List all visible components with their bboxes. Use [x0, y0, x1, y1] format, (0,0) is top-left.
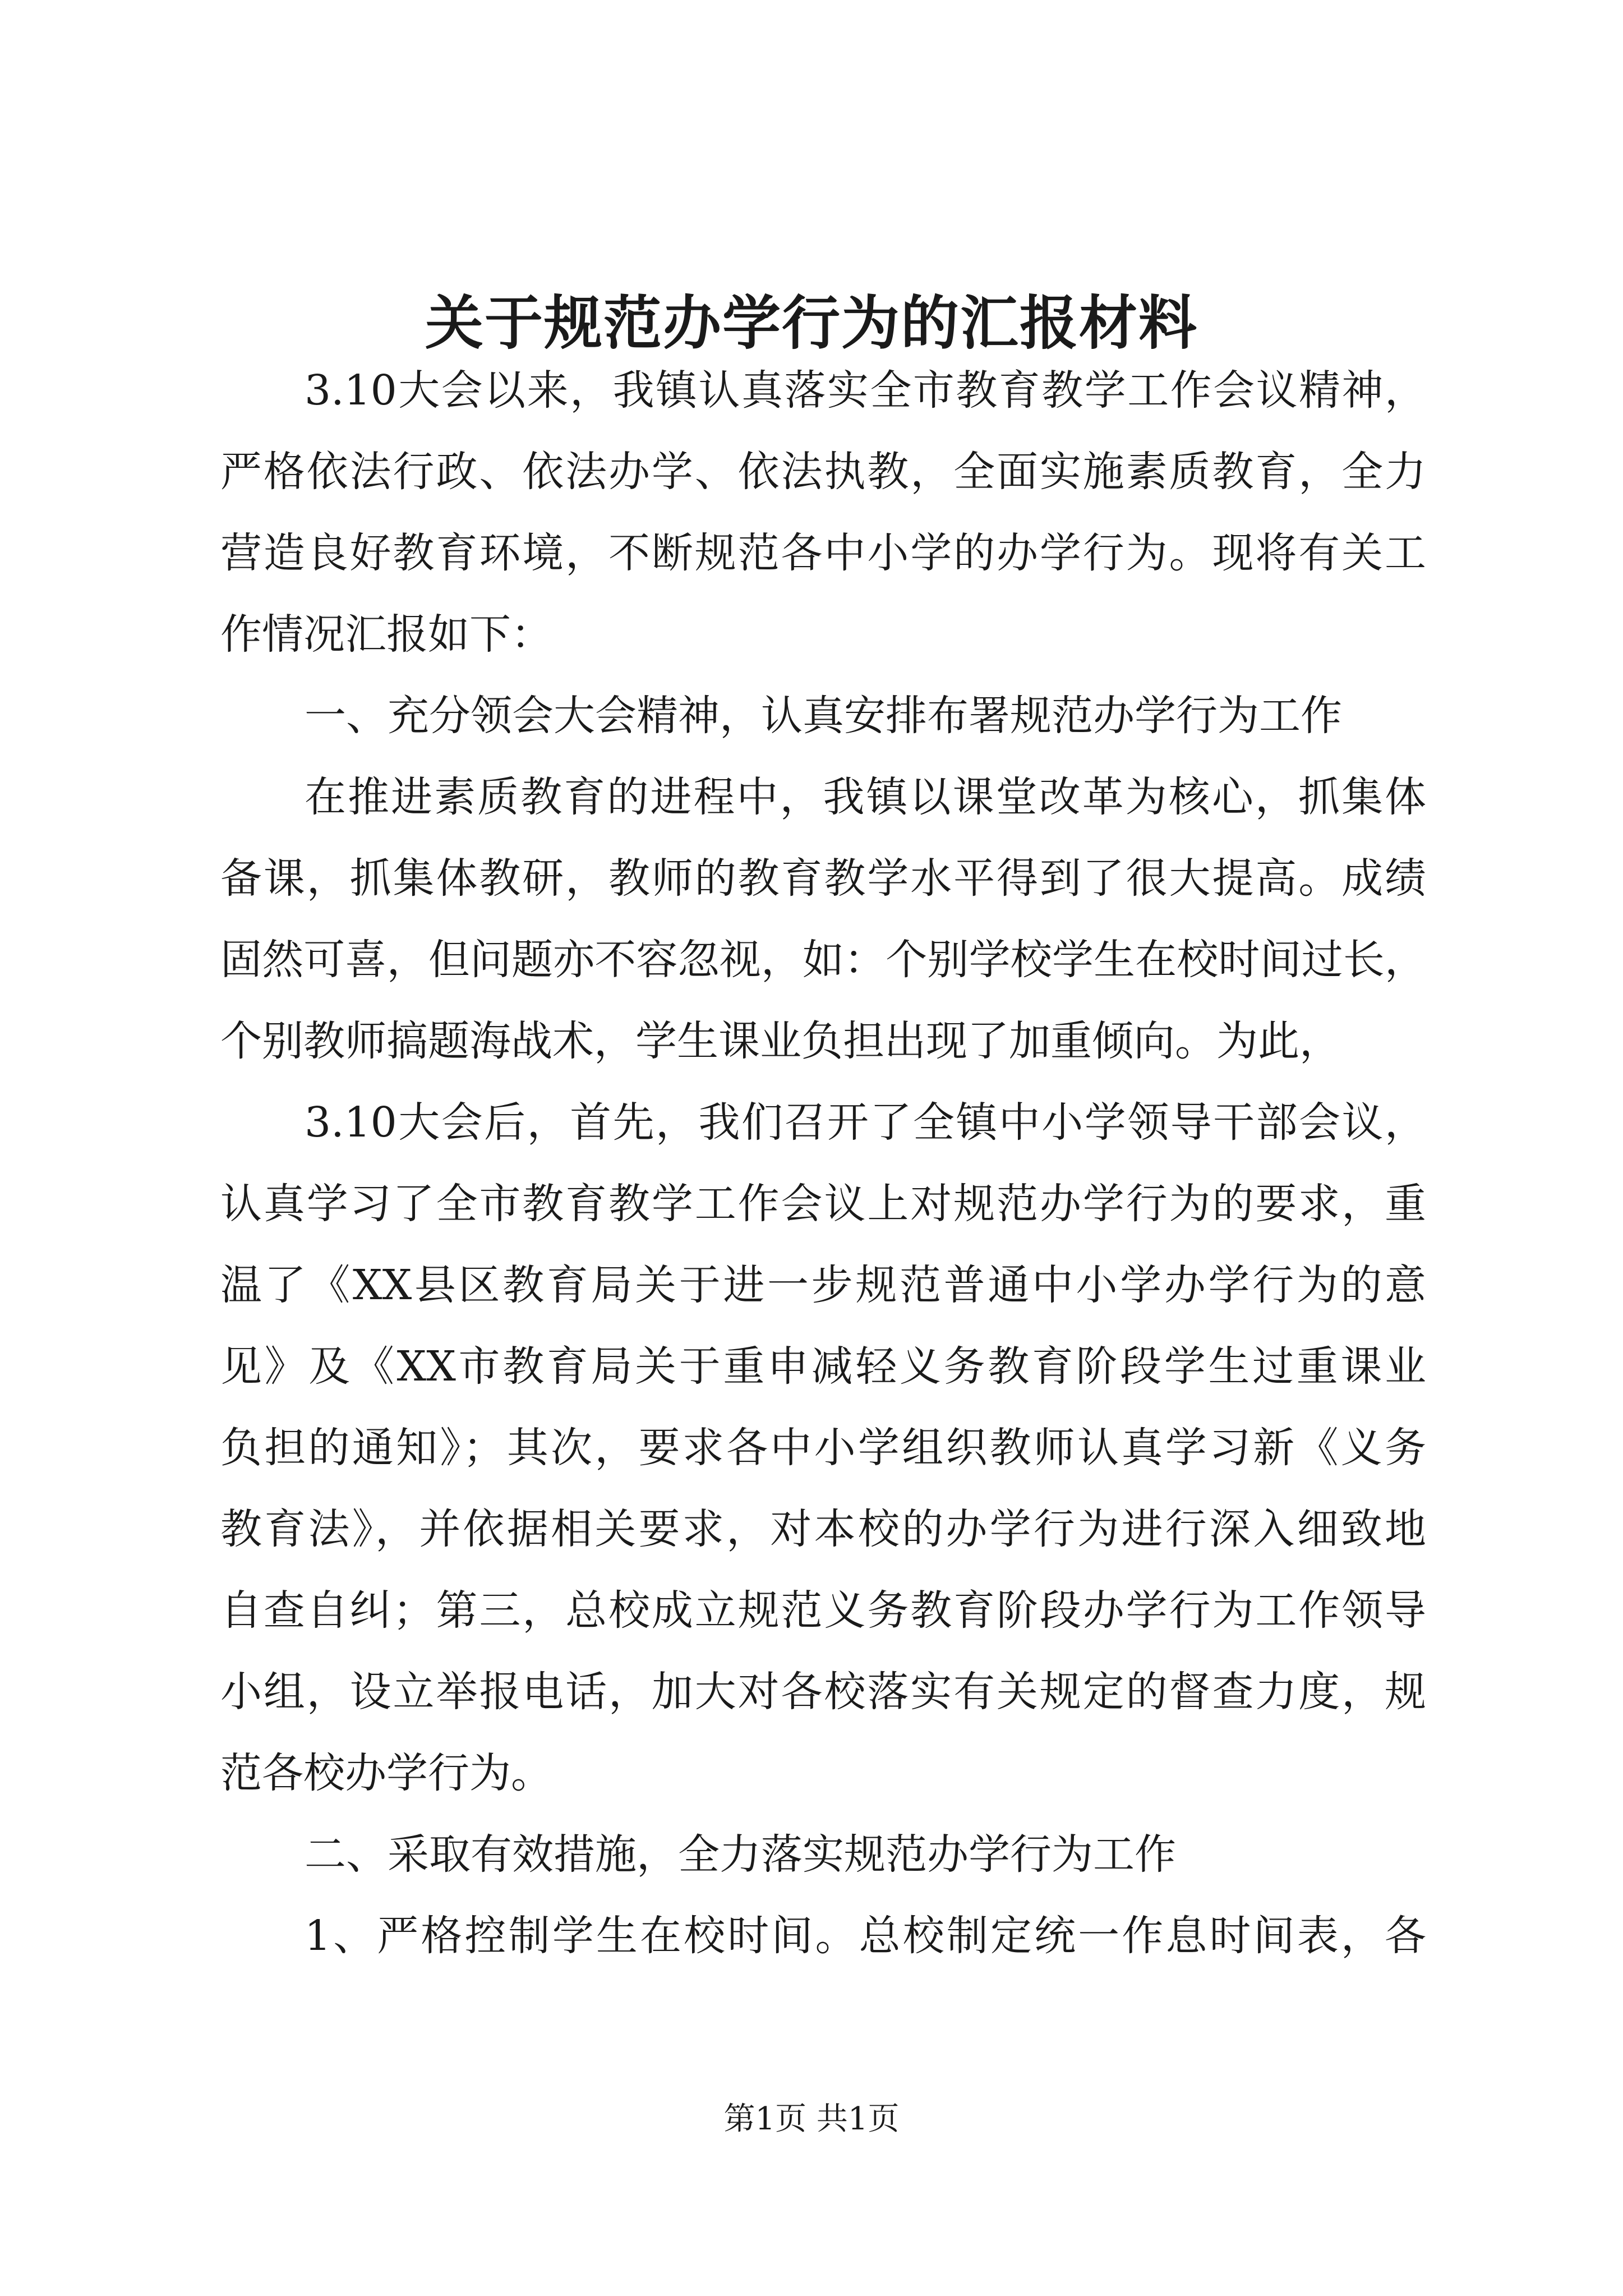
text-line: 负担的通知》；其次，要求各中小学组织教师认真学习新《义务	[220, 1424, 1426, 1472]
text-line: 严格依法行政、依法办学、依法执教，全面实施素质教育，全力	[220, 448, 1426, 496]
text-line: 营造良好教育环境，不断规范各中小学的办学行为。现将有关工	[220, 529, 1426, 577]
text-line: 3.10大会以来，我镇认真落实全市教育教学工作会议精神，	[305, 366, 1426, 415]
text-line: 温了《XX县区教育局关于进一步规范普通中小学办学行为的意	[220, 1261, 1426, 1309]
text-line: 作情况汇报如下：	[220, 610, 552, 659]
text-line: 范各校办学行为。	[220, 1749, 552, 1797]
text-line: 3.10大会后，首先，我们召开了全镇中小学领导干部会议，	[305, 1098, 1426, 1147]
text-line: 1、严格控制学生在校时间。总校制定统一作息时间表，各	[305, 1912, 1426, 1960]
page-footer	[0, 2097, 1623, 2142]
text-line: 备课，抓集体教研，教师的教育教学水平得到了很大提高。成绩	[220, 854, 1426, 903]
section-heading: 一、充分领会大会精神，认真安排布署规范办学行为工作	[305, 692, 1342, 740]
page-number: 第1页 共1页	[723, 2101, 900, 2137]
section-heading: 二、采取有效措施，全力落实规范办学行为工作	[305, 1830, 1176, 1879]
text-line: 教育法》，并依据相关要求，对本校的办学行为进行深入细致地	[220, 1505, 1426, 1553]
text-line: 小组，设立举报电话，加大对各校落实有关规定的督查力度，规	[220, 1668, 1426, 1716]
text-line: 个别教师搞题海战术，学生课业负担出现了加重倾向。为此，	[220, 1017, 1341, 1065]
text-line: 固然可喜，但问题亦不容忽视，如：个别学校学生在校时间过长，	[220, 936, 1426, 984]
text-line: 在推进素质教育的进程中，我镇以课堂改革为核心，抓集体	[305, 773, 1426, 821]
document-title: 关于规范办学行为的汇报材料	[425, 288, 1198, 357]
text-line: 自查自纠；第三，总校成立规范义务教育阶段办学行为工作领导	[220, 1586, 1426, 1635]
text-line: 见》及《XX市教育局关于重申减轻义务教育阶段学生过重课业	[220, 1342, 1426, 1391]
text-line: 认真学习了全市教育教学工作会议上对规范办学行为的要求，重	[220, 1180, 1426, 1228]
document-body	[220, 350, 1426, 1977]
